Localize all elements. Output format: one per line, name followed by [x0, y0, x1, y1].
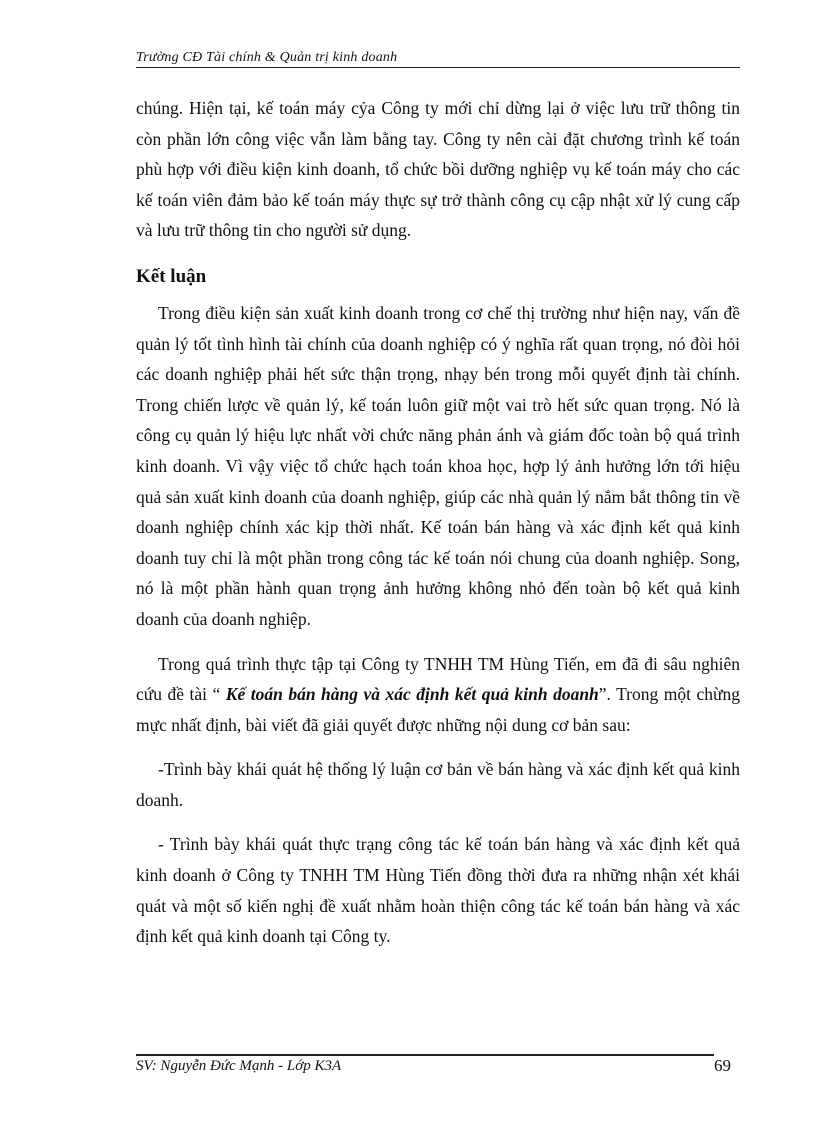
running-header: Trường CĐ Tài chính & Quản trị kinh doanh [136, 50, 398, 65]
page-number: 69 [714, 1056, 731, 1075]
summary-point-1: -Trình bày khái quát hệ thống lý luận cơ bản về bán hàng và xác định kết quả kinh doanh. [136, 759, 740, 810]
footer-divider [136, 1054, 714, 1056]
header-divider [136, 67, 740, 68]
section-heading: Kết luận [136, 265, 207, 287]
conclusion-paragraph-2 [136, 649, 740, 741]
conclusion-paragraph-2-tail: ”. Trong một chừng mực nhất định, bài viết đã giải quyết được những nội dung cơ bản sau: [136, 684, 740, 735]
conclusion-paragraph-1: Trong điều kiện sản xuất kinh doanh trong cơ chế thị trường như hiện nay, vấn đề quản lý tốt tình hình tài chính của doanh nghiệp có ý nghĩa rất quan trọng, nó đòi hỏi các doanh nghiệp phải hết sức thận trọng, nhạy bén trong mỗi quyết định tài chính. Trong chiến lược về quản lý, kế toán luôn giữ một vai trò hết sức quan trọng. Nó là công cụ quản lý hiệu lực nhất vời chức năng phản ánh và giám đốc toàn bộ quá trình kinh doanh. Vì vậy việc tổ chức hạch toán khoa học, hợp lý ảnh hưởng lớn tới hiệu quả sản xuất kinh doanh của doanh nghiệp, giúp các nhà quản lý nắm bắt thông tin về doanh nghiệp chính xác kịp thời nhất. Kế toán bán hàng và xác định kết quả kinh doanh tuy chỉ là một phần trong công tác kế toán nói chung của doanh nghiệp. Song, nó là một phần hành quan trọng ảnh hưởng không nhỏ đến toàn bộ kết quả kinh doanh của doanh nghiệp. [136, 302, 740, 629]
intro-paragraph: chúng. Hiện tại, kế toán máy cỷa Công ty mới chỉ dừng lại ở việc lưu trữ thông tin còn phần lớn công việc vẫn làm bằng tay. Công ty nên cài đặt chương trình kế toán phù hợp với điều kiện kinh doanh, tổ chức bồi dưỡng nghiệp vụ kế toán máy cho các kế toán viên đảm bảo kế toán máy thực sự trở thành công cụ cập nhật xử lý cung cấp và lưu trữ thông tin cho người sử dụng. [136, 98, 740, 241]
page-body [136, 93, 740, 952]
thesis-title: Kế toán bán hàng và xác định kết quả kinh doanh [225, 684, 599, 705]
summary-point-2: - Trình bày khái quát thực trạng công tác kế toán bán hàng và xác định kết quả kinh doanh ở Công ty TNHH TM Hùng Tiến đồng thời đưa ra những nhận xét khái quát và một số kiến nghị đề xuất nhằm hoàn thiện công tác kế toán bán hàng và xác định kết quả kinh doanh tại Công ty. [136, 834, 740, 947]
footer-student-info: SV: Nguyễn Đức Mạnh - Lớp K3A [136, 1058, 342, 1074]
conclusion-paragraph-2-lead: Trong quá trình thực tập tại Công ty TNHH TM Hùng Tiến, em đã đi sâu nghiên cứu đề tài “ [136, 653, 740, 705]
